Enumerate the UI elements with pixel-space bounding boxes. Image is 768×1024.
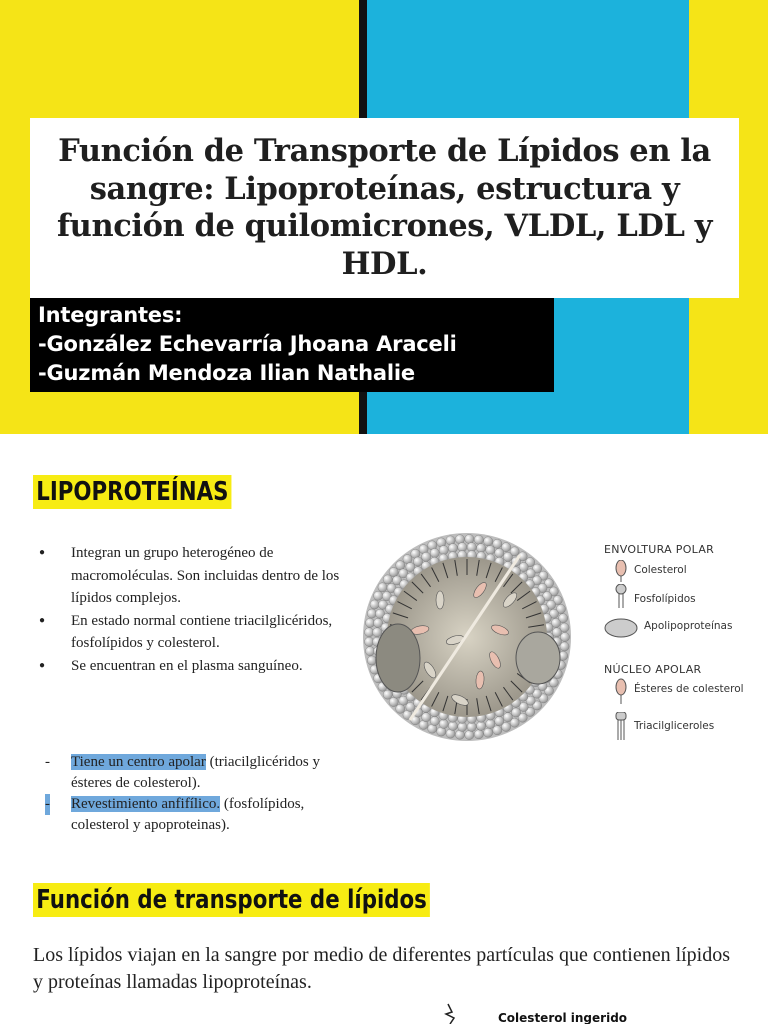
phospholipid-head: [486, 545, 495, 554]
phospholipid-head: [476, 721, 485, 730]
section-heading-transporte: Función de transporte de lípidos: [33, 883, 430, 917]
phospholipid-head: [374, 591, 383, 600]
phospholipid-head: [396, 561, 405, 570]
phospholipid-head: [465, 534, 474, 543]
legend-item: Ésteres de colesterol: [634, 683, 744, 695]
phospholipid-head: [378, 583, 387, 592]
item-text: (fosfolípidos, colesterol y apoproteinas).: [71, 796, 305, 833]
phospholipid-head: [474, 730, 483, 739]
phospholipid-head: [511, 708, 520, 717]
lipoprotein-diagram: [360, 530, 575, 745]
phospholipid-head: [474, 535, 483, 544]
bullet-list: [36, 542, 356, 677]
phospholipid-head: [396, 704, 405, 713]
dash-marker: -: [45, 754, 50, 770]
list-item: ● En estado normal contiene triacilglicéridos, fosfolípidos y colesterol.: [36, 610, 356, 655]
phospholipid-head: [373, 628, 382, 637]
apolipoprotein-icon: [604, 618, 640, 638]
apolipoprotein-left: [376, 624, 420, 692]
phospholipid-head: [365, 618, 374, 627]
phospholipid-head: [493, 726, 502, 735]
phospholipid-head: [484, 537, 493, 546]
title-box: [30, 118, 739, 298]
highlighted-text: Tiene un centro apolar: [71, 754, 206, 770]
legend-item: Apolipoproteínas: [644, 620, 733, 632]
section-heading-lipoproteinas: LIPOPROTEÍNAS: [33, 475, 232, 509]
body-paragraph: Los lípidos viajan en la sangre por medio de diferentes partículas que contienen lípidos y proteínas llamadas lipoproteínas.: [33, 944, 731, 993]
figure-label: Colesterol ingerido: [498, 1011, 628, 1024]
triacylglycerol-icon: [614, 712, 628, 740]
legend-item: Fosfolípidos: [634, 593, 696, 605]
phospholipid-head: [370, 600, 379, 609]
core-lipid: [436, 591, 444, 609]
legend-item: Colesterol: [634, 564, 687, 576]
member-name: -Guzmán Mendoza Ilian Nathalie: [38, 361, 415, 385]
phospholipid-head: [484, 728, 493, 737]
dash-marker: -: [45, 794, 50, 815]
phospholipid-head: [552, 628, 561, 637]
phospholipid-head: [493, 539, 502, 548]
legend-title-polar: ENVOLTURA POLAR: [604, 543, 715, 556]
phospholipid-head: [389, 567, 398, 576]
list-item: ● Se encuentran en el plasma sanguíneo.: [36, 655, 356, 678]
phospholipid-head: [413, 557, 422, 566]
list-item: [36, 752, 356, 794]
cholesterol-icon: [614, 560, 628, 582]
legend-title-apolar: NÚCLEO APOLAR: [604, 663, 702, 676]
phospholipid-head: [430, 716, 439, 725]
apolipoprotein-right: [516, 632, 560, 684]
phospholipid-head: [503, 713, 512, 722]
legend-item: Triacilgliceroles: [634, 720, 715, 732]
phospholipid-head: [495, 716, 504, 725]
phospholipid-head: [486, 719, 495, 728]
phospholipid-icon: [614, 584, 628, 608]
list-item: ● Integran un grupo heterogéneo de macromoléculas. Son incluidas dentro de los lípidos complejos.: [36, 542, 356, 610]
phospholipid-head: [422, 552, 431, 561]
phospholipid-head: [448, 721, 457, 730]
highlighted-text: Revestimiento anfifílico.: [71, 796, 221, 812]
phospholipid-head: [560, 632, 569, 641]
phospholipid-head: [448, 544, 457, 553]
phospholipid-head: [439, 545, 448, 554]
phospholipid-head: [439, 719, 448, 728]
member-name: -González Echevarría Jhoana Araceli: [38, 332, 457, 356]
members-box: [30, 298, 554, 392]
phospholipid-head: [503, 552, 512, 561]
list-item: [36, 794, 356, 836]
phospholipid-head: [389, 697, 398, 706]
phospholipid-head: [383, 575, 392, 584]
phospholipid-head: [367, 609, 376, 618]
phospholipid-head: [465, 730, 474, 739]
phospholipid-head: [365, 647, 374, 656]
cholesterol-ester-icon: [614, 678, 628, 704]
phospholipid-head: [495, 548, 504, 557]
phospholipid-head: [476, 544, 485, 553]
members-label: Integrantes:: [38, 303, 183, 327]
document-title: Función de Transporte de Lípidos en la sangre: Lipoproteínas, estructura y función de quilomicrones, VLDL, LDL y HDL.: [56, 133, 713, 282]
figure-fragment-icon: [440, 1002, 470, 1024]
dash-list: [36, 752, 356, 836]
phospholipid-head: [383, 690, 392, 699]
phospholipid-head: [430, 548, 439, 557]
phospholipid-head: [422, 713, 431, 722]
phospholipid-head: [367, 656, 376, 665]
cover-banner: [0, 0, 768, 434]
item-text: (triacilglicéridos y ésteres de colesterol).: [71, 754, 320, 791]
